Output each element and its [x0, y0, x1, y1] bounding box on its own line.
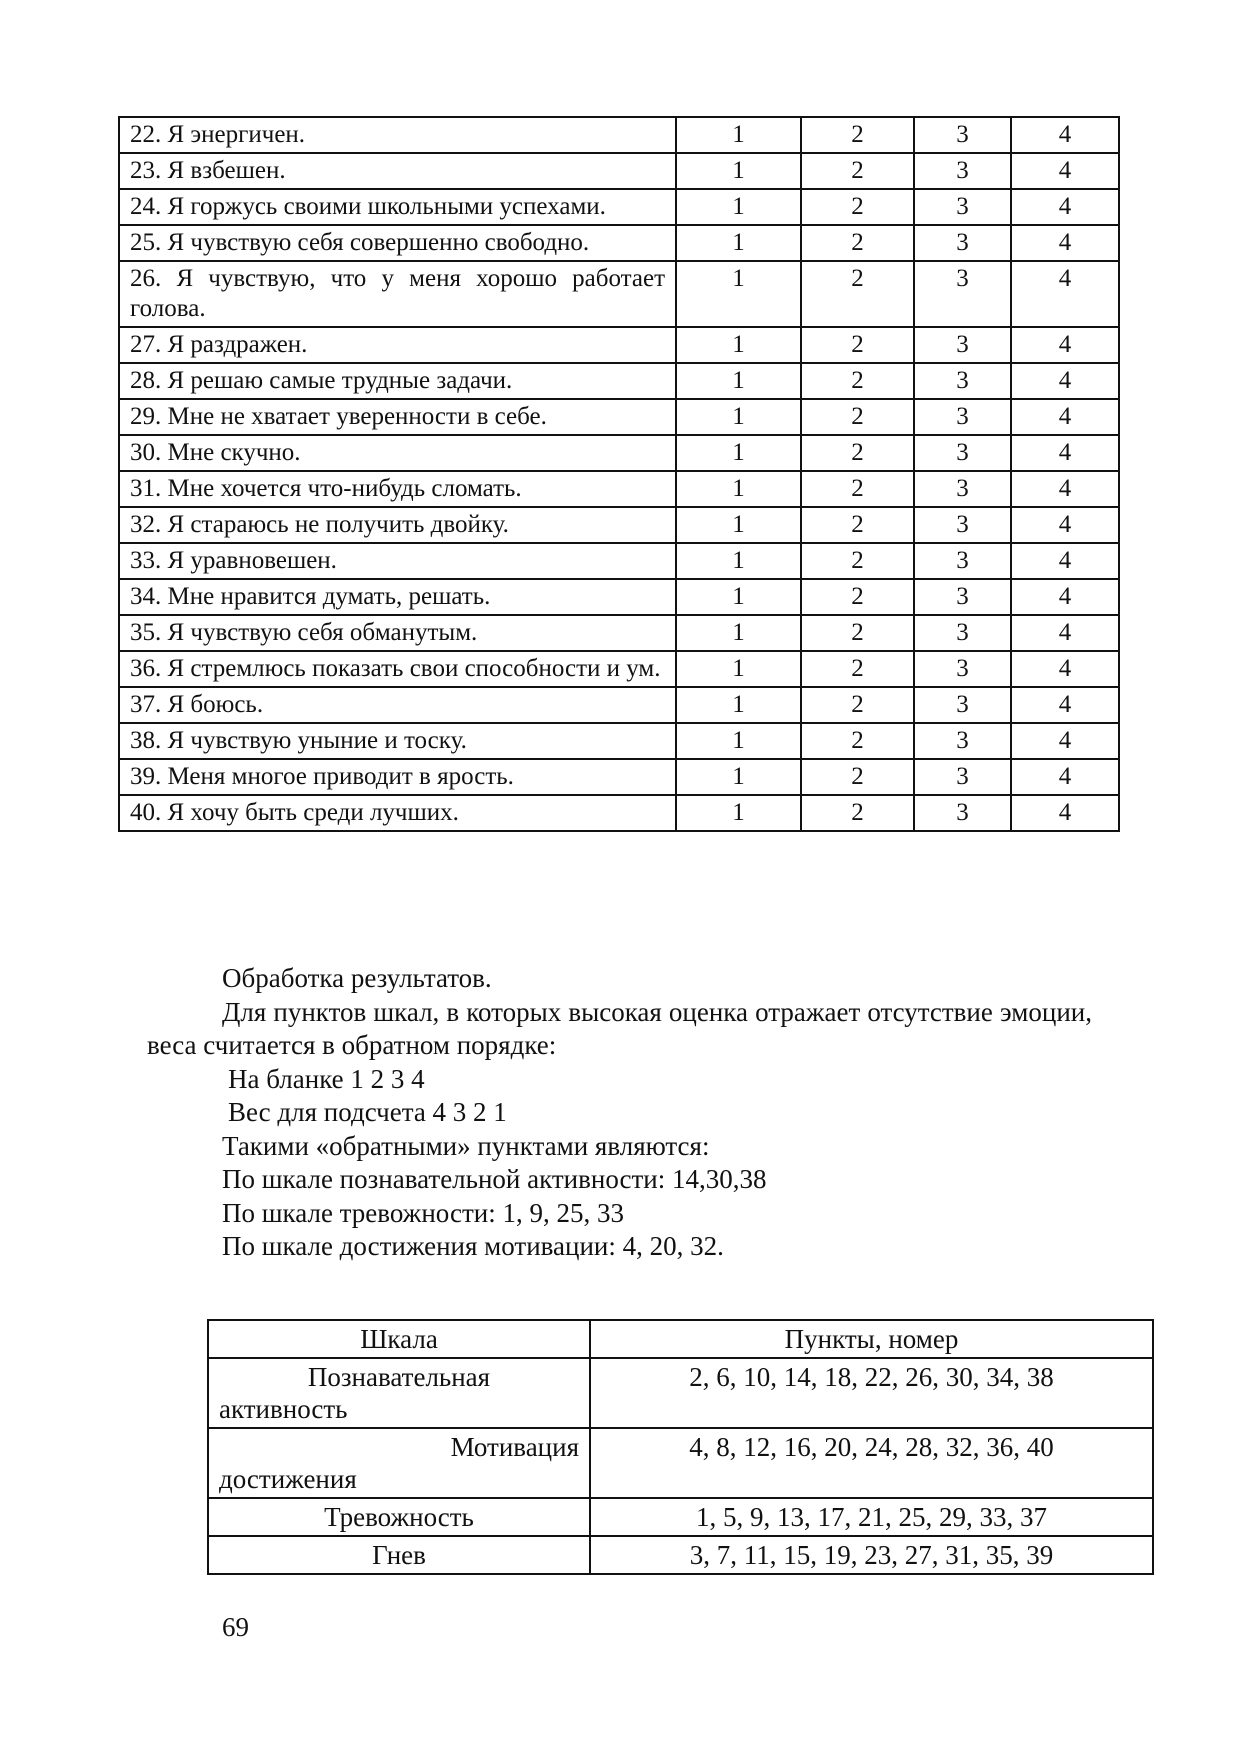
- option-1: 1: [676, 327, 801, 363]
- option-4: 4: [1011, 363, 1119, 399]
- option-1: 1: [676, 399, 801, 435]
- option-4: 4: [1011, 117, 1119, 153]
- option-2: 2: [801, 327, 914, 363]
- option-3: 3: [914, 579, 1011, 615]
- option-4: 4: [1011, 759, 1119, 795]
- option-1: 1: [676, 153, 801, 189]
- option-4: 4: [1011, 687, 1119, 723]
- option-2: 2: [801, 687, 914, 723]
- table-row: [208, 1358, 1153, 1428]
- option-2: 2: [801, 363, 914, 399]
- option-3: 3: [914, 189, 1011, 225]
- table-row: [119, 189, 1119, 225]
- option-3: 3: [914, 723, 1011, 759]
- table-row: [119, 795, 1119, 831]
- option-2: 2: [801, 579, 914, 615]
- option-2: 2: [801, 435, 914, 471]
- option-2: 2: [801, 225, 914, 261]
- question-text: 27. Я раздражен.: [119, 327, 676, 363]
- option-1: 1: [676, 435, 801, 471]
- option-2: 2: [801, 543, 914, 579]
- question-text: 34. Мне нравится думать, решать.: [119, 579, 676, 615]
- option-4: 4: [1011, 615, 1119, 651]
- table-row: [119, 615, 1119, 651]
- option-2: 2: [801, 723, 914, 759]
- option-1: 1: [676, 651, 801, 687]
- option-4: 4: [1011, 723, 1119, 759]
- option-4: 4: [1011, 153, 1119, 189]
- question-text: 32. Я стараюсь не получить двойку.: [119, 507, 676, 543]
- option-3: 3: [914, 435, 1011, 471]
- table-row: [119, 225, 1119, 261]
- question-text: 26. Я чувствую, что у меня хорошо работает голова.: [119, 261, 676, 327]
- option-1: 1: [676, 687, 801, 723]
- scale-items: 4, 8, 12, 16, 20, 24, 28, 32, 36, 40: [590, 1428, 1153, 1498]
- question-text: 38. Я чувствую уныние и тоску.: [119, 723, 676, 759]
- scale-column-header: Шкала: [208, 1320, 590, 1358]
- option-3: 3: [914, 471, 1011, 507]
- option-2: 2: [801, 471, 914, 507]
- option-3: 3: [914, 651, 1011, 687]
- option-1: 1: [676, 189, 801, 225]
- scale-name-line1: Познавательная: [307, 1362, 491, 1392]
- option-3: 3: [914, 759, 1011, 795]
- option-1: 1: [676, 471, 801, 507]
- option-1: 1: [676, 261, 801, 327]
- table-row: [119, 153, 1119, 189]
- option-2: 2: [801, 795, 914, 831]
- table-row: [119, 363, 1119, 399]
- option-4: 4: [1011, 399, 1119, 435]
- scales-table: [207, 1319, 1154, 1575]
- scale-name-cell: Тревожность: [208, 1498, 590, 1536]
- anxiety-reverse-line: По шкале тревожности: 1, 9, 25, 33: [222, 1197, 624, 1228]
- option-2: 2: [801, 507, 914, 543]
- table-row: [208, 1498, 1153, 1536]
- question-text: 31. Мне хочется что-нибудь сломать.: [119, 471, 676, 507]
- question-text: 33. Я уравновешен.: [119, 543, 676, 579]
- question-text: 40. Я хочу быть среди лучших.: [119, 795, 676, 831]
- option-3: 3: [914, 363, 1011, 399]
- question-text: 39. Меня многое приводит в ярость.: [119, 759, 676, 795]
- question-text: 25. Я чувствую себя совершенно свободно.: [119, 225, 676, 261]
- option-2: 2: [801, 117, 914, 153]
- option-2: 2: [801, 759, 914, 795]
- table-row: [119, 399, 1119, 435]
- option-3: 3: [914, 117, 1011, 153]
- questionnaire-table: [118, 116, 1120, 832]
- option-2: 2: [801, 261, 914, 327]
- table-row: [119, 471, 1119, 507]
- table-row: [119, 327, 1119, 363]
- form-values-line: На бланке 1 2 3 4: [228, 1063, 425, 1094]
- option-2: 2: [801, 615, 914, 651]
- option-3: 3: [914, 225, 1011, 261]
- option-3: 3: [914, 795, 1011, 831]
- option-3: 3: [914, 687, 1011, 723]
- option-4: 4: [1011, 543, 1119, 579]
- table-row: [119, 117, 1119, 153]
- motivation-reverse-line: По шкале достижения мотивации: 4, 20, 32.: [222, 1231, 724, 1261]
- option-2: 2: [801, 153, 914, 189]
- option-1: 1: [676, 363, 801, 399]
- scale-name-cell: [208, 1358, 590, 1428]
- question-text: 37. Я боюсь.: [119, 687, 676, 723]
- question-text: 24. Я горжусь своими школьными успехами.: [119, 189, 676, 225]
- scale-name-line2: достижения: [219, 1464, 357, 1494]
- option-4: 4: [1011, 471, 1119, 507]
- scale-name-cell: Гнев: [208, 1536, 590, 1574]
- table-row: [208, 1536, 1153, 1574]
- option-4: 4: [1011, 189, 1119, 225]
- question-text: 22. Я энергичен.: [119, 117, 676, 153]
- option-1: 1: [676, 543, 801, 579]
- scale-items: 1, 5, 9, 13, 17, 21, 25, 29, 33, 37: [590, 1498, 1153, 1536]
- option-4: 4: [1011, 507, 1119, 543]
- option-2: 2: [801, 189, 914, 225]
- option-1: 1: [676, 579, 801, 615]
- table-row: [208, 1428, 1153, 1498]
- table-row: [119, 507, 1119, 543]
- table-row: [119, 579, 1119, 615]
- table-row: [119, 435, 1119, 471]
- processing-section: [147, 962, 1092, 1264]
- scale-items: 2, 6, 10, 14, 18, 22, 26, 30, 34, 38: [590, 1358, 1153, 1428]
- reverse-items-intro: Такими «обратными» пунктами являются:: [222, 1130, 710, 1161]
- scale-items: 3, 7, 11, 15, 19, 23, 27, 31, 35, 39: [590, 1536, 1153, 1574]
- option-4: 4: [1011, 327, 1119, 363]
- question-text: 28. Я решаю самые трудные задачи.: [119, 363, 676, 399]
- cognitive-reverse-line: По шкале познавательной активности: 14,30,38: [222, 1164, 767, 1194]
- option-3: 3: [914, 507, 1011, 543]
- table-row: [119, 543, 1119, 579]
- table-header-row: [208, 1320, 1153, 1358]
- option-1: 1: [676, 117, 801, 153]
- option-1: 1: [676, 225, 801, 261]
- option-4: 4: [1011, 435, 1119, 471]
- option-1: 1: [676, 615, 801, 651]
- weight-values-line: Вес для подсчета 4 3 2 1: [228, 1097, 507, 1127]
- processing-heading: Обработка результатов.: [222, 963, 492, 993]
- option-4: 4: [1011, 579, 1119, 615]
- question-text: 36. Я стремлюсь показать свои способности и ум.: [119, 651, 676, 687]
- option-1: 1: [676, 723, 801, 759]
- items-column-header: Пункты, номер: [590, 1320, 1153, 1358]
- option-4: 4: [1011, 651, 1119, 687]
- option-1: 1: [676, 507, 801, 543]
- scale-name-line1: Мотивация: [450, 1432, 579, 1462]
- question-text: 30. Мне скучно.: [119, 435, 676, 471]
- option-3: 3: [914, 615, 1011, 651]
- option-3: 3: [914, 153, 1011, 189]
- option-4: 4: [1011, 795, 1119, 831]
- table-row: [119, 651, 1119, 687]
- option-1: 1: [676, 795, 801, 831]
- reverse-scoring-paragraph: Для пунктов шкал, в которых высокая оценка отражает отсутствие эмоции, веса считается в обратном порядке:: [147, 996, 1092, 1060]
- table-row: [119, 723, 1119, 759]
- table-row: [119, 759, 1119, 795]
- table-row: [119, 687, 1119, 723]
- option-3: 3: [914, 399, 1011, 435]
- table-row: [119, 261, 1119, 327]
- scale-name-line2: активность: [219, 1394, 348, 1424]
- option-4: 4: [1011, 225, 1119, 261]
- option-1: 1: [676, 759, 801, 795]
- option-3: 3: [914, 261, 1011, 327]
- question-text: 29. Мне не хватает уверенности в себе.: [119, 399, 676, 435]
- page-number: 69: [222, 1612, 249, 1642]
- option-2: 2: [801, 651, 914, 687]
- option-3: 3: [914, 543, 1011, 579]
- question-text: 35. Я чувствую себя обманутым.: [119, 615, 676, 651]
- scale-name-cell: [208, 1428, 590, 1498]
- question-text: 23. Я взбешен.: [119, 153, 676, 189]
- option-4: 4: [1011, 261, 1119, 327]
- option-3: 3: [914, 327, 1011, 363]
- option-2: 2: [801, 399, 914, 435]
